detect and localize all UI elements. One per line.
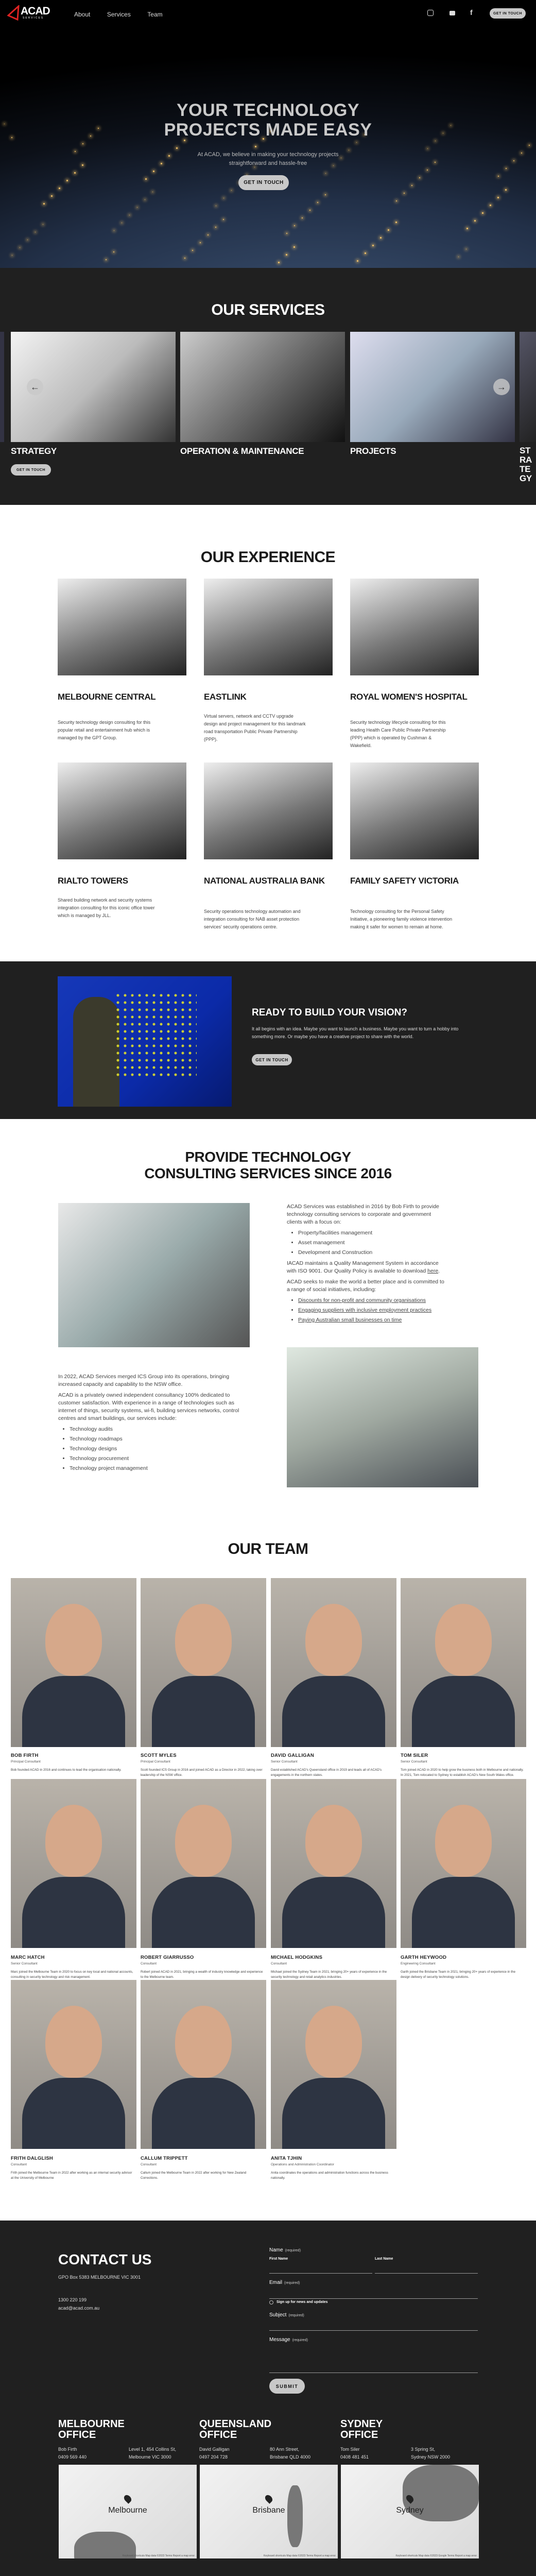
city-light (294, 225, 295, 226)
team-member-role: Consultant (271, 1962, 287, 1965)
experience-title: NATIONAL AUSTRALIA BANK (204, 876, 325, 886)
experience-title: EASTLINK (204, 692, 247, 702)
city-light (145, 178, 147, 180)
team-member-photo (141, 1980, 266, 2149)
team-member-photo (271, 1980, 396, 2149)
office-address-line1: Level 1, 454 Collins St, (129, 2447, 177, 2452)
map-credit[interactable]: Keyboard shortcuts Map data ©2023 Google Terms Report a map error (395, 2554, 477, 2557)
team-member-name: GARTH HEYWOOD (401, 1955, 447, 1960)
logo[interactable] (7, 5, 64, 21)
team-member-name: MARC HATCH (11, 1955, 45, 1960)
office-phone[interactable]: 0408 481 451 (340, 2454, 369, 2460)
signup-checkbox[interactable] (269, 2300, 273, 2304)
city-light (278, 262, 280, 263)
first-name-label: First Name (269, 2257, 288, 2261)
city-light (184, 258, 185, 259)
office-title-line1: MELBOURNE (58, 2418, 125, 2430)
head-silhouette (45, 2006, 102, 2078)
office-map[interactable] (341, 2465, 479, 2558)
experience-desc: Technology consulting for the Personal Safety Initiative, a pioneering family violence intervention making it safer for women to remain at home. (350, 909, 453, 929)
required-note: (required) (284, 2281, 300, 2285)
city-light (153, 171, 154, 172)
team-member-role: Consultant (141, 1962, 157, 1965)
hero-title-line2: PROJECTS MADE EASY (164, 120, 372, 140)
header-get-in-touch-button[interactable]: GET IN TOUCH (490, 8, 526, 19)
logo-text: ACAD (21, 5, 50, 17)
team-member-role: Senior Consultant (271, 1760, 298, 1764)
team-member-bio: Tom joined ACAD in 2020 to help grow the business both in Melbourne and nationally. In 2021, Tom relocated to Sydney to establish ACAD's New South Wales office. (401, 1768, 524, 1777)
body-silhouette (412, 1676, 515, 1747)
city-light (365, 252, 366, 254)
facebook-icon[interactable]: f (470, 8, 473, 16)
team-member-photo (11, 1578, 136, 1747)
city-light (325, 173, 326, 174)
head-silhouette (305, 1604, 362, 1676)
social-link[interactable]: Paying Australian small businesses on time (298, 1317, 402, 1323)
team-member-bio: Callum joined the Melbourne Team in 2022 after working for New Zealand Corrections. (141, 2171, 247, 2180)
social-links-list (298, 1297, 446, 1324)
team-member-role: Operations and Administration Coordinator (271, 2163, 334, 2166)
carousel-next-arrow-icon[interactable]: → (493, 379, 510, 395)
logo-subtext: SERVICES (23, 16, 44, 20)
city-light (506, 168, 507, 169)
head-silhouette (305, 2006, 362, 2078)
submit-button[interactable]: SUBMIT (269, 2379, 305, 2394)
office-address-line2: Brisbane QLD 4000 (270, 2454, 311, 2460)
city-light (192, 250, 193, 251)
city-light (419, 177, 420, 178)
team-member-name: TOM SILER (401, 1753, 428, 1758)
city-light (356, 142, 357, 143)
experience-title: MELBOURNE CENTRAL (58, 692, 156, 702)
map-credit[interactable]: Keyboard shortcuts Map data ©2023 Terms Report a map error (122, 2554, 195, 2557)
experience-desc: Security operations technology automation and integration consulting for NAB asset protection services' security operations centre. (204, 909, 301, 929)
team-member-name: BOB FIRTH (11, 1753, 39, 1758)
email-label-text: Email (269, 2280, 283, 2285)
experience-image (58, 762, 186, 859)
city-light (357, 260, 358, 262)
hero-subtitle (0, 150, 536, 168)
city-light (176, 147, 178, 149)
office-title-line2: OFFICE (58, 2429, 96, 2441)
head-silhouette (305, 1805, 362, 1877)
quality-policy-link[interactable]: here (427, 1268, 439, 1274)
map-city-label: Melbourne (108, 2506, 147, 2515)
service-card-image[interactable] (180, 332, 345, 442)
experience-title: OUR EXPERIENCE (200, 549, 336, 566)
team-member-role: Principal Consultant (11, 1760, 41, 1764)
message-textarea[interactable] (269, 2372, 478, 2373)
office-contact-name: David Galligan (199, 2447, 230, 2452)
office-phone[interactable]: 0497 204 728 (199, 2454, 228, 2460)
team-member-role: Consultant (11, 2163, 27, 2166)
hero-subtitle-line1: At ACAD, we believe in making your technology projects (197, 151, 339, 158)
office-phone[interactable]: 0409 569 440 (58, 2454, 87, 2460)
contact-title: CONTACT US (58, 2251, 152, 2267)
office-address-line2: Sydney NSW 2000 (411, 2454, 451, 2460)
subject-label (269, 2312, 304, 2318)
city-light (498, 176, 499, 177)
first-name-input[interactable] (269, 2273, 372, 2274)
merger-text: In 2022, ACAD Services merged ICS Group into its operations, bringing increased capacity and capability to the NSW office. (58, 1374, 230, 1387)
city-light (255, 146, 256, 147)
about-right-text: ACAD Services was established in 2016 by Bob Firth to provide technology consulting services to corporate and government clients with a focus on: • Property/facilities management • Asset management • Development and Construction IACAD maintains a Quality Management System in accordance with ISO 9001. Our Quality Policy is available to download here. ACAD seeks to make the world a better place and is committed to a range of social initiatives, including: • Discounts for non-profit and community organisations • Engaging suppliers with inclusive employment practices • Paying Australian small businesses on time (287, 1203, 446, 1327)
team-member-name: ANITA TJHIN (271, 2156, 302, 2161)
message-label (269, 2337, 308, 2343)
head-silhouette (435, 1805, 492, 1877)
city-light (208, 234, 209, 235)
city-light (505, 189, 507, 191)
team-member-bio: Michael joined the Sydney Team in 2021, bringing 20+ years of experience in the security technology and retail analytics industries. (271, 1970, 387, 1979)
carousel-prev-arrow-icon[interactable]: ← (27, 379, 43, 395)
laptop-typing-image (58, 1203, 250, 1347)
focus-item: • Development and Construction (298, 1249, 446, 1257)
map-city-label: Sydney (396, 2506, 424, 2515)
team-member-role: Senior Consultant (11, 1962, 38, 1965)
experience-title: RIALTO TOWERS (58, 876, 128, 886)
service-card-image[interactable] (350, 332, 515, 442)
city-light (427, 148, 428, 149)
about-left-text (58, 1373, 250, 1476)
about-title-line2: CONSULTING SERVICES SINCE 2016 (144, 1165, 392, 1181)
team-member-name: DAVID GALLIGAN (271, 1753, 314, 1758)
map-city-label: Brisbane (252, 2506, 285, 2515)
office-address-line1: 80 Ann Street, (270, 2447, 300, 2452)
city-light (82, 143, 83, 144)
office-title-line2: OFFICE (199, 2429, 237, 2441)
team-member-role: Engineering Consultant (401, 1962, 436, 1965)
city-light (184, 140, 185, 141)
required-note: (required) (288, 2314, 304, 2317)
body-silhouette (152, 2078, 255, 2149)
city-light (59, 188, 60, 189)
hero-get-in-touch-button[interactable]: GET IN TOUCH (238, 175, 289, 190)
email-label (269, 2280, 300, 2285)
team-member-name: CALLUM TRIPPETT (141, 2156, 188, 2161)
last-name-label: Last Name (375, 2257, 393, 2261)
cta-get-in-touch-button[interactable]: GET IN TOUCH (252, 1054, 292, 1065)
city-light (66, 180, 68, 181)
cta-title: READY TO BUILD YOUR VISION? (252, 1007, 407, 1018)
youtube-icon[interactable] (449, 11, 455, 15)
service-card-label[interactable]: STRATEGY (11, 446, 57, 456)
city-light (317, 202, 318, 203)
team-title: OUR TEAM (228, 1540, 308, 1557)
office-contact-name: Bob Firth (58, 2447, 77, 2452)
hero-title-line1: YOUR TECHNOLOGY (176, 100, 360, 120)
experience-image (204, 762, 333, 859)
instagram-icon[interactable] (427, 10, 434, 16)
team-member-name: FRITH DALGLISH (11, 2156, 53, 2161)
about-title (0, 1149, 536, 1182)
body-silhouette (22, 1877, 125, 1948)
team-member-name: SCOTT MYLES (141, 1753, 177, 1758)
body-silhouette (282, 1676, 385, 1747)
nav-about[interactable]: About (74, 11, 91, 18)
city-light (113, 251, 114, 252)
experience-title: ROYAL WOMEN'S HOSPITAL (350, 692, 468, 702)
contact-address: GPO Box 5383 MELBOURNE VIC 3001 (58, 2275, 141, 2280)
service-list-item: • Technology project management (70, 1465, 250, 1472)
service-card-label[interactable]: OPERATION & MAINTENANCE (180, 446, 304, 456)
city-light (325, 194, 326, 195)
body-silhouette (22, 2078, 125, 2149)
map-pin-icon (264, 2494, 274, 2504)
city-light (43, 203, 45, 205)
map-pin-icon (123, 2494, 133, 2504)
city-light (51, 195, 53, 197)
service-list-item: • Technology roadmaps (70, 1435, 250, 1443)
city-light (466, 228, 468, 229)
sticky-notes (114, 992, 197, 1079)
map-water (287, 2485, 303, 2547)
nav-team[interactable]: Team (147, 11, 163, 18)
team-member-bio: Marc joined the Melbourne Team in 2020 to focus on key local and national accounts, consulting in security technology and risk management. (11, 1970, 133, 1979)
services-text: ACAD is a privately owned independent consultancy 100% dedicated to customer satisfaction. With experience in a range of technologies such as internet of things, security systems, wi-fi, building services networks, control centres and smart buildings, our services include: (58, 1392, 239, 1421)
social-link[interactable]: Discounts for non-profit and community organisations (298, 1297, 426, 1303)
team-member-bio: Frith joined the Melbourne Team in 2022 after working as an internal security advisor at the University of Melbourne (11, 2171, 132, 2180)
service-card-label[interactable]: STRATEGY (520, 446, 532, 483)
signup-label: Sign up for news and updates (276, 2300, 328, 2304)
service-list-item: • Technology audits (70, 1426, 250, 1433)
head-silhouette (45, 1604, 102, 1676)
team-member-photo (11, 1779, 136, 1948)
service-list-item: • Technology procurement (70, 1455, 250, 1463)
head-silhouette (175, 1805, 232, 1877)
head-silhouette (175, 1604, 232, 1676)
city-light (404, 193, 405, 194)
office-contact-name: Tom Siler (340, 2447, 360, 2452)
team-member-photo (271, 1779, 396, 1948)
body-silhouette (152, 1877, 255, 1948)
city-light (215, 227, 216, 228)
team-member-role: Principal Consultant (141, 1760, 170, 1764)
city-light (372, 245, 374, 246)
office-title-line2: OFFICE (340, 2429, 378, 2441)
subject-input[interactable] (269, 2330, 478, 2331)
body-silhouette (22, 1676, 125, 1747)
city-light (380, 237, 382, 239)
team-member-bio: Robert joined ACAD in 2021, bringing a wealth of industry knowledge and experience to the Melbourne team. (141, 1970, 263, 1979)
office-map[interactable] (200, 2465, 338, 2558)
team-member-bio: David established ACAD's Queensland office in 2019 and leads all of ACAD's engagements in the northern states. (271, 1768, 382, 1777)
city-light (482, 212, 483, 214)
required-note: (required) (292, 2338, 308, 2342)
cta-image (58, 976, 232, 1107)
service-card-partial-left (0, 332, 4, 442)
experience-image (350, 762, 479, 859)
cta-text: It all begins with an idea. Maybe you want to launch a business. Maybe you want to turn a hobby into something more. Or maybe you have a creative project to share with the world. (252, 1026, 459, 1039)
focus-item: • Asset management (298, 1239, 446, 1247)
city-light (395, 222, 397, 223)
team-member-photo (401, 1779, 526, 1948)
city-light (106, 259, 107, 260)
social-text: ACAD seeks to make the world a better place and is committed to a range of social initiatives, including: (287, 1279, 444, 1293)
name-label-text: Name (269, 2247, 283, 2253)
city-light (529, 145, 530, 146)
services-title: OUR SERVICES (211, 301, 325, 318)
body-silhouette (412, 1877, 515, 1948)
experience-image (204, 579, 333, 675)
name-label (269, 2247, 301, 2253)
person-silhouette (73, 997, 119, 1107)
city-light (411, 185, 412, 186)
services-list (70, 1426, 250, 1472)
experience-desc: Virtual servers, network and CCTV upgrade design and project management for this landmark road transportation Public Private Partnership (PPP). (204, 714, 306, 742)
social-link[interactable]: Engaging suppliers with inclusive employment practices (298, 1307, 432, 1313)
team-member-role: Consultant (141, 2163, 157, 2166)
body-silhouette (152, 1676, 255, 1747)
head-silhouette (435, 1604, 492, 1676)
focus-list (298, 1229, 446, 1257)
team-member-role: Senior Consultant (401, 1760, 427, 1764)
body-silhouette (282, 1877, 385, 1948)
team-member-bio: Anita coordinates the operations and administration functions across the business nationally. (271, 2171, 388, 2180)
main-nav (74, 10, 177, 19)
contact-phone[interactable]: 1300 220 199 (58, 2297, 87, 2302)
service-card-label[interactable]: PROJECTS (350, 446, 396, 456)
nav-services[interactable]: Services (107, 11, 131, 18)
experience-desc: Shared building network and security systems integration consulting for this iconic office tower which is managed by JLL. (58, 897, 155, 918)
office-address-line1: 3 Spring St, (411, 2447, 436, 2452)
office-address-line2: Melbourne VIC 3000 (129, 2454, 171, 2460)
services-get-in-touch-button[interactable]: GET IN TOUCH (11, 464, 51, 476)
focus-item: • Property/facilities management (298, 1229, 446, 1237)
about-title-line1: PROVIDE TECHNOLOGY (185, 1149, 351, 1165)
last-name-input[interactable] (375, 2273, 478, 2274)
office-team-image (287, 1347, 478, 1487)
head-silhouette (175, 2006, 232, 2078)
city-light (388, 229, 389, 231)
city-light (200, 242, 201, 243)
city-light (427, 170, 428, 171)
city-light (396, 200, 397, 201)
city-light (286, 233, 287, 234)
team-member-bio: Scott founded ICS Group in 2016 and joined ACAD as a Director in 2022, taking over leadership of the NSW office. (141, 1768, 263, 1777)
contact-email[interactable]: acad@acad.com.au (58, 2306, 100, 2311)
about-intro: ACAD Services was established in 2016 by Bob Firth to provide technology consulting services to corporate and government clients with a focus on: (287, 1204, 439, 1225)
experience-image (350, 579, 479, 675)
office-title-line1: QUEENSLAND (199, 2418, 272, 2430)
team-member-bio: Bob founded ACAD in 2016 and continues to lead the organisation nationally. (11, 1768, 122, 1772)
city-light (74, 172, 76, 174)
city-light (293, 246, 295, 248)
team-member-photo (141, 1578, 266, 1747)
required-note: (required) (285, 2249, 301, 2252)
body-silhouette (282, 2078, 385, 2149)
team-member-name: ROBERT GIARRUSSO (141, 1955, 194, 1960)
hero-subtitle-line2: straightforward and hassle-free (229, 160, 307, 166)
service-card-image[interactable] (520, 332, 536, 442)
city-light (309, 210, 310, 211)
team-member-photo (11, 1980, 136, 2149)
hero-title (0, 100, 536, 140)
office-map[interactable] (59, 2465, 197, 2558)
office-title-line1: SYDNEY (340, 2418, 383, 2430)
city-light (286, 254, 287, 256)
quality-text: IACAD maintains a Quality Management System in accordance with ISO 9001. Our Quality Policy is available to download (287, 1260, 439, 1274)
experience-desc: Security technology lifecycle consulting for this leading Health Care Public Private Partnership (PPP) which is operated by Cushman & Wakefield. (350, 720, 446, 748)
service-list-item: • Technology designs (70, 1445, 250, 1453)
city-light (490, 205, 491, 206)
city-light (231, 190, 232, 191)
city-light (474, 220, 476, 222)
email-input[interactable] (269, 2298, 478, 2299)
city-light (223, 219, 224, 220)
map-credit[interactable]: Keyboard shortcuts Map data ©2023 Terms Report a map error (263, 2554, 336, 2557)
experience-desc: Security technology design consulting for this popular retail and entertainment hub which is managed by the GPT Group. (58, 720, 151, 740)
city-light (302, 217, 303, 218)
team-member-photo (141, 1779, 266, 1948)
experience-image (58, 579, 186, 675)
subject-label-text: Subject (269, 2312, 287, 2318)
experience-title: FAMILY SAFETY VICTORIA (350, 876, 459, 886)
team-member-bio: Garth joined the Brisbane Team in 2021, bringing 20+ years of experience in the design delivery of security technology solutions. (401, 1970, 516, 1979)
team-member-name: MICHAEL HODGKINS (271, 1955, 323, 1960)
team-member-photo (401, 1578, 526, 1747)
team-member-photo (271, 1578, 396, 1747)
city-light (497, 197, 499, 198)
head-silhouette (45, 1805, 102, 1877)
message-label-text: Message (269, 2337, 290, 2343)
